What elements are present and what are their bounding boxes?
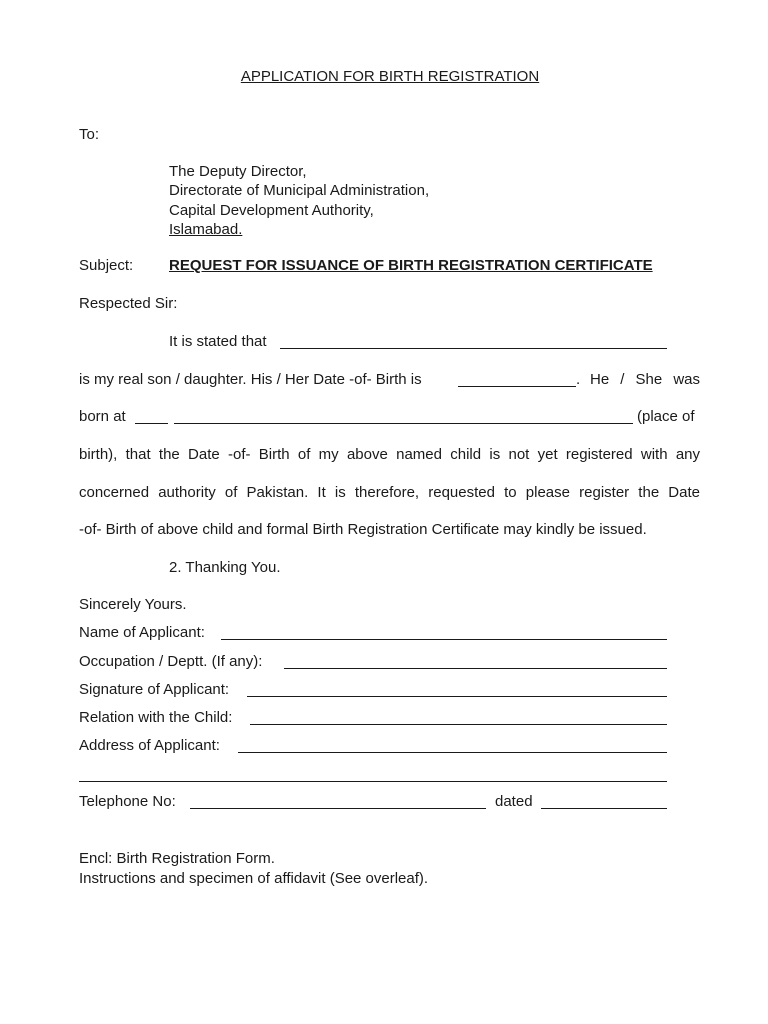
dated-field-line[interactable] [541,808,667,809]
birth-place-blank-short[interactable] [135,423,168,424]
birth-place-blank[interactable] [174,423,633,424]
address-line-3: Capital Development Authority, [169,202,374,219]
date-of-birth-blank[interactable] [458,386,576,387]
body-line-4: birth), that the Date -of- Birth of my above named child is not yet registered with any [79,446,700,463]
address-line-4: Islamabad. [169,221,243,238]
body-line-2a: is my real son / daughter. His / Her Date -of- Birth is [79,371,422,388]
body-line-1: It is stated that [169,333,267,350]
body-line-2c: He / She was [590,371,700,388]
subject-text: REQUEST FOR ISSUANCE OF BIRTH REGISTRATION CERTIFICATE [169,257,653,274]
body-line-3a: born at [79,408,126,425]
address-line-2: Directorate of Municipal Administration, [169,182,430,199]
name-field-line[interactable] [221,639,667,640]
body-line-6: -of- Birth of above child and formal Birth Registration Certificate may kindly be issued. [79,521,647,538]
relation-field-line[interactable] [250,724,667,725]
to-label: To: [79,126,100,143]
closing: Sincerely Yours. [79,596,187,613]
child-name-blank[interactable] [280,348,667,349]
address-line-1: The Deputy Director, [169,163,307,180]
enclosure-line-1: Encl: Birth Registration Form. [79,850,275,867]
dated-field-label: dated [495,793,533,810]
address-field-line-2[interactable] [79,781,667,782]
subject-label: Subject: [79,257,134,274]
thanks-line: 2. Thanking You. [169,559,281,576]
enclosure-line-2: Instructions and specimen of affidavit (See overleaf). [79,870,429,887]
address-field-line[interactable] [238,752,667,753]
telephone-field-label: Telephone No: [79,793,176,810]
body-line-5: concerned authority of Pakistan. It is therefore, requested to please register the Date [79,484,700,501]
signature-field-line[interactable] [247,696,667,697]
relation-field-label: Relation with the Child: [79,709,233,726]
occupation-field-label: Occupation / Deptt. (If any): [79,653,263,670]
body-line-3b: (place of [637,408,695,425]
document-title: APPLICATION FOR BIRTH REGISTRATION [240,68,540,85]
address-field-label: Address of Applicant: [79,737,220,754]
signature-field-label: Signature of Applicant: [79,681,230,698]
salutation: Respected Sir: [79,295,178,312]
body-line-2b: . [576,371,581,388]
telephone-field-line[interactable] [190,808,486,809]
name-field-label: Name of Applicant: [79,624,205,641]
occupation-field-line[interactable] [284,668,667,669]
